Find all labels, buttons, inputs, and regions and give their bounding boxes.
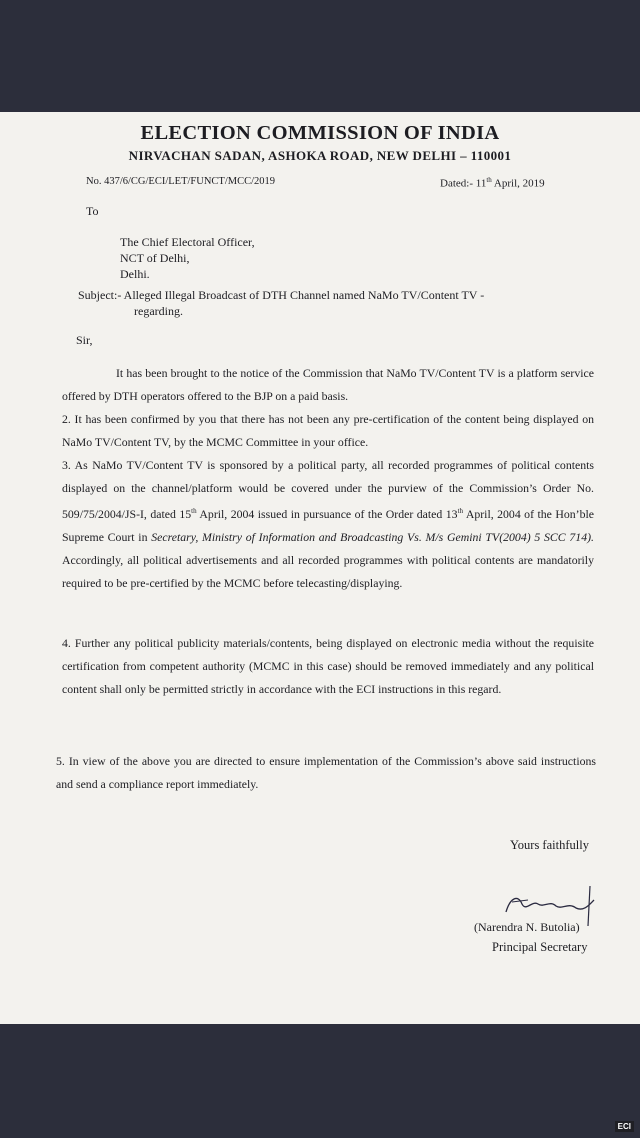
reference-number: No. 437/6/CG/ECI/LET/FUNCT/MCC/2019 [86, 176, 276, 187]
letterhead-address: NIRVACHAN SADAN, ASHOKA ROAD, NEW DELHI – 110001 [128, 148, 512, 163]
paragraph-4: 4. Further any political publicity materials/contents, being displayed on electronic media without the requisite certification from competent authority (MCMC in this case) should be removed immediately and any political content shall only be permitted strictly in accordance with the ECI instructions in this regard. [62, 636, 594, 696]
recipient-address [120, 234, 255, 282]
subject: Subject:- Alleged Illegal Broadcast of DTH Channel named NaMo TV/Content TV - regarding. [78, 288, 485, 318]
to-label: To [86, 204, 99, 218]
recipient-line: The Chief Electoral Officer, [120, 235, 255, 249]
paragraph-5: 5. In view of the above you are directed to ensure implementation of the Commission’s above said instructions and send a compliance report immediately. [56, 754, 596, 791]
recipient-line: NCT of Delhi, [120, 251, 190, 265]
paragraph-3: 3. As NaMo TV/Content TV is sponsored by a political party, all recorded programmes of political contents displayed on the channel/platform would be covered under the purview of the Commission’s Order No. 509/75/2004/JS-I, dated 15th April, 2004 issued in pursuance of the Order dated 13th April, 2004 of the Hon’ble Supreme Court in Secretary, Ministry of Information and Broadcasting Vs. M/s Gemini TV(2004) 5 SCC 714). Accordingly, all political advertisements and all recorded programmes with political contents are mandatorily required to be pre-certified by the MCMC before telecasting/displaying. [62, 458, 594, 590]
paragraph-2: 2. It has been confirmed by you that there has not been any pre-certification of the content being displayed on NaMo TV/Content TV, by the MCMC Committee in your office. [62, 412, 594, 449]
signatory-name: (Narendra N. Butolia) [474, 920, 580, 934]
paragraph-1: It has been brought to the notice of the Commission that NaMo TV/Content TV is a platform service offered by DTH operators offered to the BJP on a paid basis. [62, 366, 594, 403]
signatory-title: Principal Secretary [492, 940, 588, 954]
closing: Yours faithfully [510, 838, 589, 852]
letter-page [0, 112, 640, 1024]
eci-watermark: ECI [615, 1121, 634, 1132]
letterhead-title: ELECTION COMMISSION OF INDIA [140, 122, 500, 144]
letter-date: Dated:- 11th April, 2019 [440, 176, 545, 190]
salutation: Sir, [76, 333, 93, 347]
recipient-line: Delhi. [120, 267, 150, 281]
